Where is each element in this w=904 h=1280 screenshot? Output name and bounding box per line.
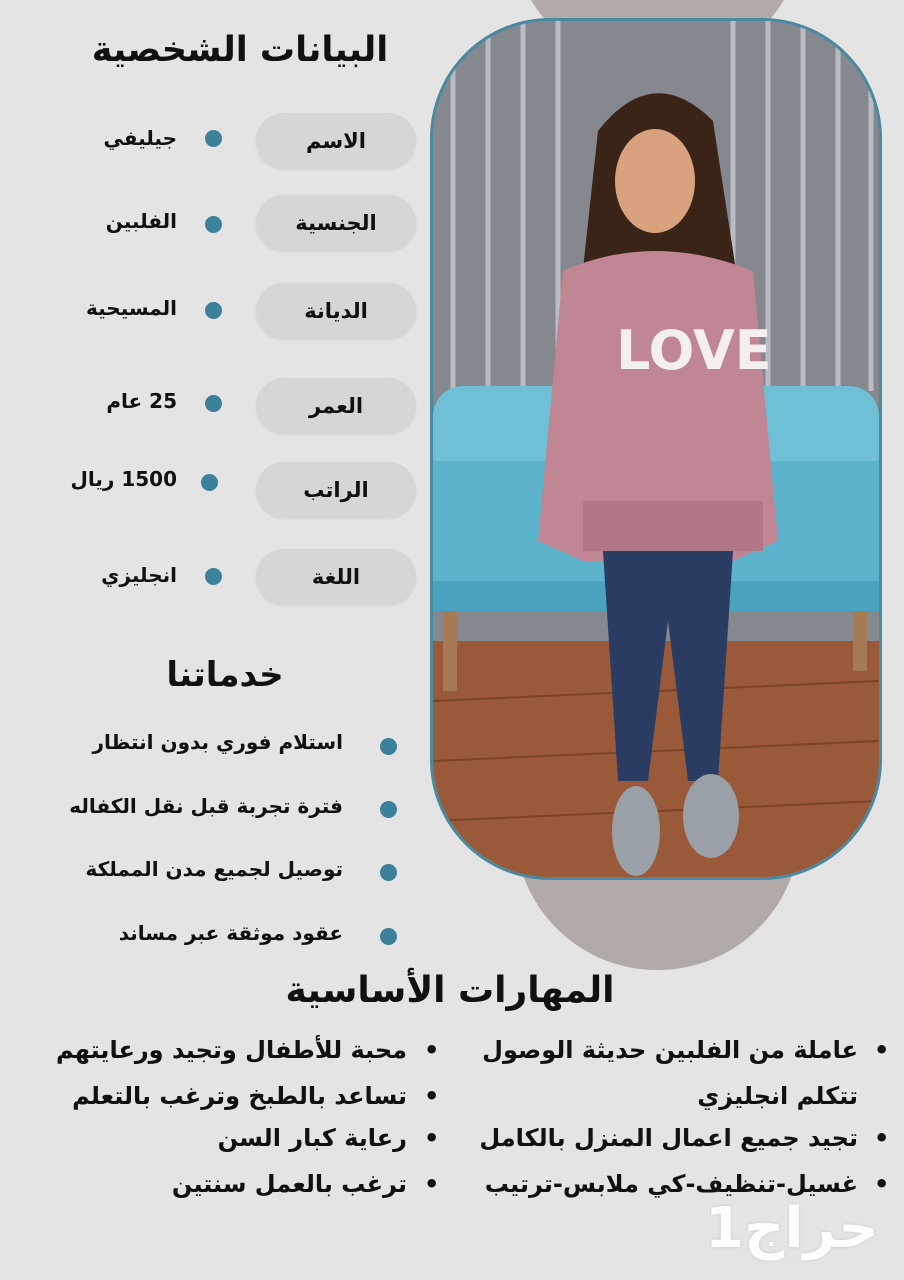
age-label: العمر — [256, 378, 416, 434]
watermark-logo: حراج1 — [705, 1196, 879, 1261]
nationality-label: الجنسية — [256, 195, 416, 251]
service-item: عقود موثقة عبر مساند — [118, 921, 343, 945]
skill-item: عاملة من الفلبين حديثة الوصول — [482, 1036, 858, 1064]
skill-item: تجيد جميع اعمال المنزل بالكامل — [479, 1124, 858, 1152]
bullet-icon: • — [424, 1170, 440, 1198]
skill-item: رعاية كبار السن — [217, 1124, 407, 1152]
salary-label: الراتب — [256, 462, 416, 518]
skill-item: ترغب بالعمل سنتين — [171, 1170, 407, 1198]
bullet-icon: • — [874, 1124, 890, 1152]
bullet-dot-icon — [380, 738, 397, 755]
name-value: جيليفي — [103, 126, 177, 150]
religion-value: المسيحية — [86, 296, 177, 320]
religion-label: الديانة — [256, 283, 416, 339]
service-item: فترة تجربة قبل نقل الكفاله — [69, 794, 343, 818]
bullet-icon: • — [424, 1124, 440, 1152]
svg-text:LOVE: LOVE — [616, 319, 772, 382]
bullet-icon: • — [424, 1036, 440, 1064]
skill-item: تساعد بالطبخ وترغب بالتعلم — [72, 1082, 407, 1110]
skill-item: غسيل-تنظيف-كي ملابس-ترتيب — [484, 1170, 858, 1198]
bullet-icon: • — [424, 1082, 440, 1110]
salary-value: 1500 ريال — [70, 467, 177, 491]
language-value: انجليزي — [101, 563, 177, 587]
bullet-dot-icon — [380, 864, 397, 881]
bullet-dot-icon — [380, 928, 397, 945]
services-title: خدماتنا — [166, 655, 284, 695]
bullet-dot-icon — [205, 395, 222, 412]
skills-title: المهارات الأساسية — [285, 970, 615, 1011]
bullet-dot-icon — [201, 474, 218, 491]
skill-item: محبة للأطفال وتجيد ورعايتهم — [55, 1036, 407, 1064]
service-item: استلام فوري بدون انتظار — [92, 730, 343, 754]
bullet-icon: • — [874, 1036, 890, 1064]
nationality-value: الفلبين — [105, 209, 177, 233]
bullet-dot-icon — [380, 801, 397, 818]
personal-info-title: البيانات الشخصية — [91, 30, 389, 70]
worker-photo — [430, 18, 882, 880]
language-label: اللغة — [256, 549, 416, 605]
age-value: 25 عام — [106, 389, 177, 413]
skill-item: تتكلم انجليزي — [697, 1082, 858, 1110]
service-item: توصيل لجميع مدن المملكة — [85, 857, 343, 881]
bullet-dot-icon — [205, 568, 222, 585]
name-label: الاسم — [256, 113, 416, 169]
bullet-dot-icon — [205, 216, 222, 233]
bullet-dot-icon — [205, 302, 222, 319]
bullet-icon: • — [874, 1170, 890, 1198]
bullet-dot-icon — [205, 130, 222, 147]
